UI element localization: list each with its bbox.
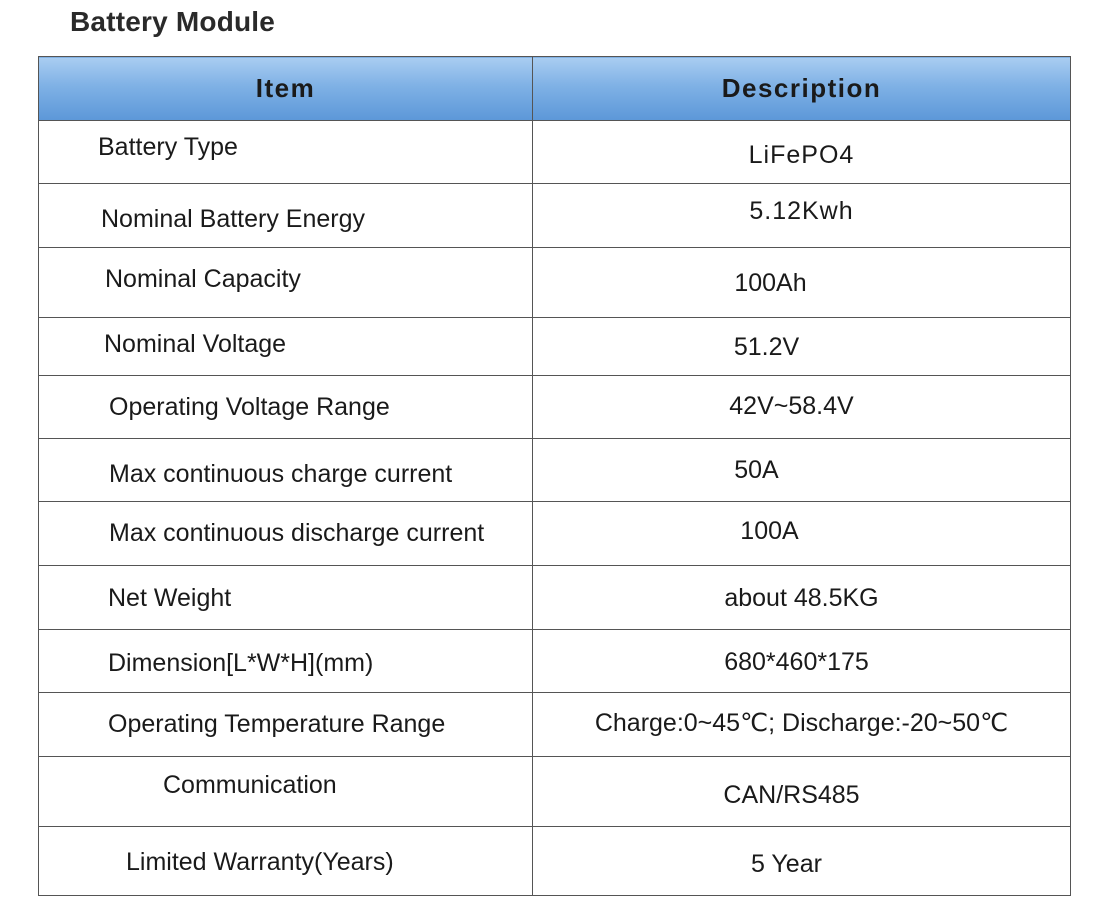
row-item — [39, 184, 533, 248]
page-title: Battery Module — [70, 6, 276, 37]
table-row — [39, 121, 1071, 184]
table-row — [39, 827, 1071, 896]
item-label: Battery Type — [98, 132, 238, 161]
table-row — [39, 693, 1071, 757]
item-label: Dimension[L*W*H](mm) — [108, 648, 374, 677]
item-label: Nominal Capacity — [105, 265, 301, 293]
row-item — [39, 566, 533, 630]
item-label: Max continuous charge current — [109, 459, 453, 488]
table-row — [39, 630, 1071, 693]
item-label: Nominal Voltage — [104, 330, 287, 358]
row-item — [39, 502, 533, 566]
description-value: about 48.5KG — [724, 584, 879, 612]
description-value: 680*460*175 — [724, 647, 869, 676]
spec-table — [38, 56, 1071, 896]
item-label: Communication — [163, 771, 337, 799]
table-row — [39, 376, 1071, 439]
row-description — [533, 121, 1071, 184]
row-description — [533, 502, 1071, 566]
description-value: 5.12Kwh — [749, 197, 854, 225]
row-description — [533, 827, 1071, 896]
description-value: 5 Year — [751, 849, 822, 878]
description-value: 100Ah — [734, 269, 807, 297]
table-row — [39, 439, 1071, 502]
row-item — [39, 376, 533, 439]
row-item — [39, 827, 533, 896]
header-item: Item — [39, 57, 533, 121]
table-row — [39, 318, 1071, 376]
description-value: 50A — [734, 455, 779, 484]
item-label: Limited Warranty(Years) — [126, 847, 394, 876]
row-description — [533, 566, 1071, 630]
description-value: 42V~58.4V — [729, 391, 854, 420]
description-value: CAN/RS485 — [723, 781, 860, 809]
row-description — [533, 248, 1071, 318]
row-item — [39, 630, 533, 693]
description-value: 100A — [740, 517, 799, 545]
row-item — [39, 439, 533, 502]
row-item — [39, 248, 533, 318]
item-label: Max continuous discharge current — [109, 519, 485, 547]
table-row — [39, 566, 1071, 630]
table-row — [39, 757, 1071, 827]
table-row — [39, 502, 1071, 566]
row-description — [533, 693, 1071, 757]
row-description — [533, 439, 1071, 502]
row-description — [533, 318, 1071, 376]
item-label: Operating Voltage Range — [109, 392, 390, 421]
description-value: 51.2V — [733, 333, 800, 361]
row-item — [39, 318, 533, 376]
table-row — [39, 248, 1071, 318]
row-item — [39, 693, 533, 757]
description-value: Charge:0~45℃; Discharge:-20~50℃ — [594, 708, 1009, 737]
item-label: Operating Temperature Range — [108, 710, 446, 738]
item-label: Nominal Battery Energy — [101, 205, 366, 233]
row-description — [533, 757, 1071, 827]
row-description — [533, 376, 1071, 439]
header-description: Description — [533, 57, 1071, 121]
row-item — [39, 121, 533, 184]
table-row — [39, 184, 1071, 248]
description-value: LiFePO4 — [748, 140, 855, 169]
table-header-row — [39, 57, 1071, 121]
row-description — [533, 184, 1071, 248]
row-description — [533, 630, 1071, 693]
row-item — [39, 757, 533, 827]
item-label: Net Weight — [108, 584, 232, 612]
